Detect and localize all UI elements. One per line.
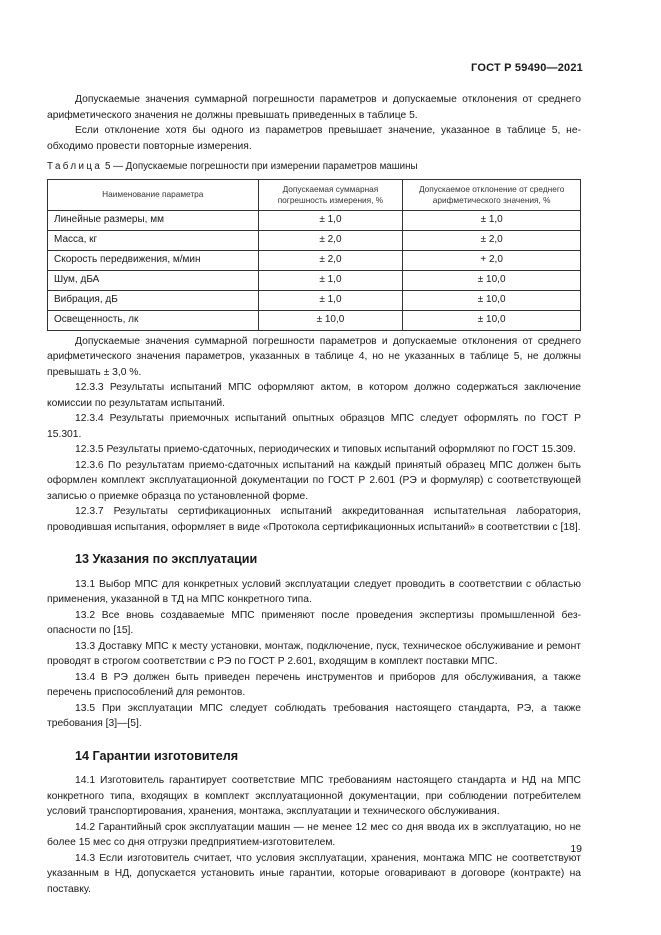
cell-total-error: ± 1,0 bbox=[258, 210, 403, 230]
cell-parameter: Вибрация, дБ bbox=[48, 290, 259, 310]
paragraph: Если отклонение хотя бы одного из параметров превышает значение, указанное в таблице 5, необходимо провести повторные измерения. bbox=[47, 125, 581, 152]
table-row bbox=[48, 250, 581, 270]
cell-total-error: ± 2,0 bbox=[258, 230, 403, 250]
clause-14-3: 14.3 Если изготовитель считает, что условия эксплуатации, хранения, монтажа МПС не соответствуют указанным в НД, допускается установить иные гарантии, которые оговаривают в договоре (контракте) на поставку. bbox=[47, 852, 581, 895]
header-total-error: Допускаемая суммарная погрешность измерения, % bbox=[258, 179, 403, 210]
table-row bbox=[48, 290, 581, 310]
clause-14-1: 14.1 Изготовитель гарантирует соответствие МПС требованиям настоящего стандарта и НД на МПС конкретного типа, входящих в комплект эксплуатационной документации, при соблюдении потребителем условий транспортирования, хранения, монтажа, эксплуатации и технического обслуживания. bbox=[47, 775, 581, 817]
cell-deviation: ± 10,0 bbox=[403, 310, 581, 330]
clause-12-3-7: 12.3.7 Результаты сертификационных испытаний аккредитованная испытательная лаборатория, проводившая испытания, оформляет в виде «Протокола сертификационных испытаний» в соответствии с [18]. bbox=[47, 506, 581, 533]
cell-deviation: + 2,0 bbox=[403, 250, 581, 270]
table-caption bbox=[47, 159, 581, 175]
cell-deviation: ± 10,0 bbox=[403, 290, 581, 310]
cell-deviation: ± 2,0 bbox=[403, 230, 581, 250]
cell-parameter: Освещенность, лк bbox=[48, 310, 259, 330]
table-caption-text: 5 — Допускаемые погрешности при измерении параметров машины bbox=[102, 161, 418, 172]
tolerance-table bbox=[47, 179, 581, 331]
header-deviation: Допускаемое отклонение от среднего арифметического значения, % bbox=[403, 179, 581, 210]
table-row bbox=[48, 310, 581, 330]
clause-14-2: 14.2 Гарантийный срок эксплуатации машин — не менее 12 мес со дня ввода их в эксплуатацию, но не более 15 мес со дня отгрузки предприятием-изготовителем. bbox=[47, 821, 581, 848]
cell-parameter: Скорость передвижения, м/мин bbox=[48, 250, 259, 270]
table-caption-word: Таблица bbox=[47, 161, 103, 172]
table-row bbox=[48, 270, 581, 290]
clause-12-3-4: 12.3.4 Результаты приемочных испытаний опытных образцов МПС следует оформлять по ГОСТ Р 15.301. bbox=[47, 413, 581, 440]
paragraph: Допускаемые значения суммарной погрешности параметров и допускаемые отклонения от среднего арифметического значения параметров, указанных в таблице 4, но не указанных в таблице 5, не должны превышать ± 3,0 %. bbox=[47, 335, 581, 378]
cell-parameter: Масса, кг bbox=[48, 230, 259, 250]
document-code: ГОСТ Р 59490—2021 bbox=[471, 62, 583, 74]
header-parameter: Наименование параметра bbox=[48, 179, 259, 210]
clause-13-4: 13.4 В РЭ должен быть приведен перечень инструментов и приборов для обслуживания, а также перечень приспособлений для ремонтов. bbox=[47, 671, 581, 698]
cell-total-error: ± 2,0 bbox=[258, 250, 403, 270]
table-header-row bbox=[48, 179, 581, 210]
clause-13-2: 13.2 Все вновь создаваемые МПС применяют после проведения экспертизы промышленной безопасности по [15]. bbox=[47, 609, 581, 636]
cell-parameter: Шум, дБА bbox=[48, 270, 259, 290]
table-row bbox=[48, 210, 581, 230]
clause-12-3-5: 12.3.5 Результаты приемо-сдаточных, периодических и типовых испытаний оформляют по ГОСТ 15.309. bbox=[75, 444, 576, 455]
section-14-heading: 14 Гарантии изготовителя bbox=[75, 748, 239, 763]
page-number: 19 bbox=[570, 843, 582, 855]
clause-13-3: 13.3 Доставку МПС к месту установки, монтаж, подключение, пуск, техническое обслуживание и ремонт проводят в строгом соответствии с РЭ по ГОСТ Р 2.601, входящим в комплект поставки МПС. bbox=[47, 640, 581, 667]
section-13-heading: 13 Указания по эксплуатации bbox=[75, 552, 258, 566]
clause-12-3-3: 12.3.3 Результаты испытаний МПС оформляют актом, в котором должно содержаться заключение комиссии по результатам испытаний. bbox=[47, 382, 581, 409]
cell-deviation: ± 1,0 bbox=[403, 210, 581, 230]
clause-12-3-6: 12.3.6 По результатам приемо-сдаточных испытаний на каждый принятый образец МПС должен быть оформлен комплект эксплуатационной документации по ГОСТ Р 2.601 (РЭ и формуляр) с соответствующей записью о приемке образца по установленной форме. bbox=[47, 459, 581, 502]
clause-13-1: 13.1 Выбор МПС для конкретных условий эксплуатации следует проводить в соответствии с областью применения, указанной в ТД на МПС конкретного типа. bbox=[47, 578, 581, 605]
clause-13-5: 13.5 При эксплуатации МПС следует соблюдать требования настоящего стандарта, РЭ, а также требования [3]—[5]. bbox=[47, 702, 581, 729]
table-row bbox=[48, 230, 581, 250]
cell-deviation: ± 10,0 bbox=[403, 270, 581, 290]
cell-total-error: ± 10,0 bbox=[258, 310, 403, 330]
page-content bbox=[47, 92, 581, 897]
cell-total-error: ± 1,0 bbox=[258, 290, 403, 310]
cell-total-error: ± 1,0 bbox=[258, 270, 403, 290]
cell-parameter: Линейные размеры, мм bbox=[48, 210, 259, 230]
paragraph: Допускаемые значения суммарной погрешности параметров и допускаемые отклонения от среднего арифметического значения не должны превышать приведенных в таблице 5. bbox=[47, 94, 581, 121]
